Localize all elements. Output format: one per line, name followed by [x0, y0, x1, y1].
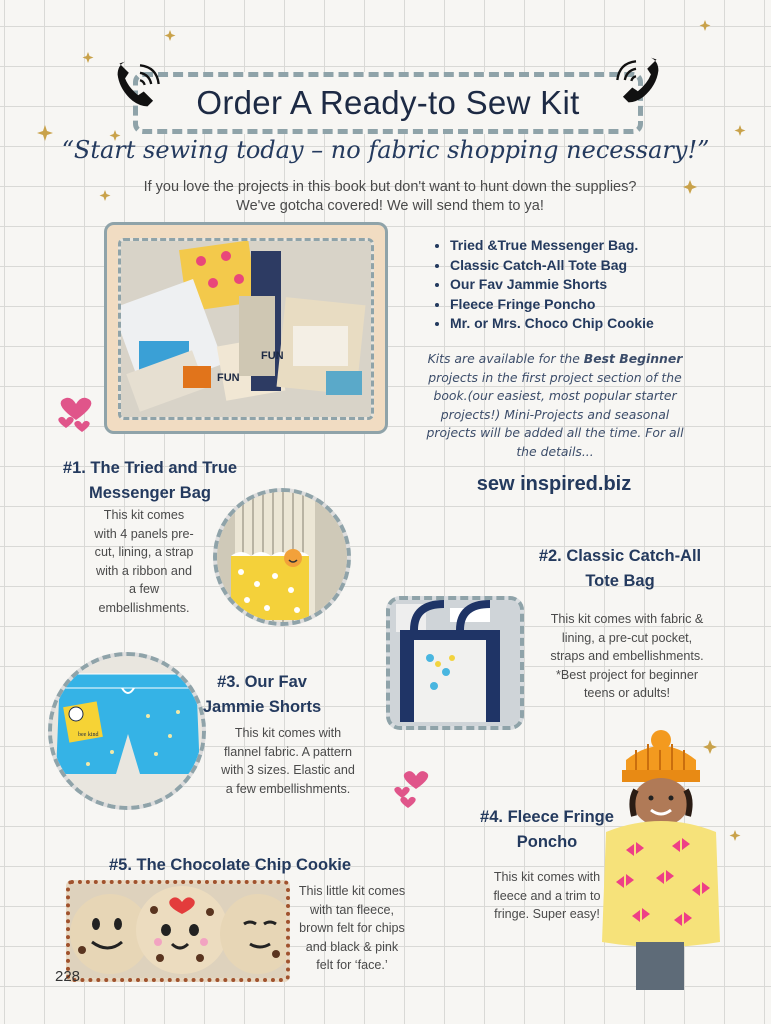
cookie-photo: [66, 880, 290, 982]
desc-line: This kit comes with fabric &: [550, 612, 704, 626]
title-banner: [133, 72, 643, 134]
list-item: • Fleece Fringe Poncho: [450, 295, 654, 315]
hearts-icon: [392, 768, 432, 814]
website-link[interactable]: sew inspired.biz: [476, 473, 632, 495]
kit-title-line: Tote Bag: [585, 572, 655, 590]
desc-line: with tan fleece,: [309, 902, 394, 917]
kits-note-suffix: projects in the first project section of the book.(our easiest, most popular starter projects!) Mini-Projects and seasonal projects will be added all the time. For all the details...: [426, 369, 684, 459]
list-item: • Classic Catch-All Tote Bag: [450, 256, 654, 276]
kit-5-title: [90, 853, 370, 878]
intro-line: If you love the projects in this book but don't want to hunt down the supplies?: [143, 179, 637, 195]
desc-line: brown felt for chips: [299, 921, 405, 935]
kits-note: [418, 350, 692, 461]
kit-3-description: [208, 724, 368, 798]
sparkle-icon: [735, 125, 746, 136]
kit-title-line: #5. The Chocolate Chip Cookie: [108, 856, 352, 874]
kit-title-line: Poncho: [516, 833, 578, 851]
kit-title-line: #3. Our Fav: [217, 673, 307, 691]
desc-line: This kit comes: [103, 508, 185, 522]
hero-photo: [118, 238, 374, 420]
desc-line: and black & pink: [305, 939, 399, 954]
poncho-child-photo: [596, 730, 726, 990]
page-title: Order A Ready-to Sew Kit: [196, 84, 580, 121]
tagline: “Start sewing today – no fabric shopping necessary!”: [61, 136, 710, 164]
kit-3-title: [202, 670, 322, 720]
desc-line: This kit comes with: [234, 726, 342, 740]
desc-line: a few: [128, 582, 160, 596]
desc-line: with a ribbon and: [96, 563, 192, 578]
list-item: • Tried &True Messenger Bag.: [450, 236, 654, 256]
package-label: FUN: [217, 372, 240, 384]
kit-title-line: Jammie Shorts: [202, 698, 322, 716]
kit-title-line: Messenger Bag: [89, 484, 211, 502]
kit-packages-illustration: [121, 241, 371, 417]
desc-line: embellishments.: [98, 600, 190, 615]
kit-1-description: [74, 506, 214, 617]
kits-note-bold: Best Beginner: [583, 351, 683, 366]
kit-5-description: [284, 882, 420, 975]
desc-line: fleece and a trim to: [493, 888, 601, 903]
messenger-bag-photo: [213, 488, 351, 626]
sparkle-icon: [730, 830, 741, 841]
kit-title-line: #4. Fleece Fringe: [480, 808, 614, 826]
list-item: • Our Fav Jammie Shorts: [450, 275, 654, 295]
list-item: • Mr. or Mrs. Choco Chip Cookie: [450, 314, 654, 334]
intro-line: We've gotcha covered! We will send them to ya!: [236, 198, 544, 214]
sparkle-icon: [683, 180, 697, 194]
desc-line: a few embellishments.: [225, 781, 351, 796]
desc-line: with 3 sizes. Elastic and: [221, 763, 355, 777]
shorts-label: bee kind: [78, 732, 99, 738]
kit-2-title: [520, 544, 720, 594]
desc-line: straps and embellishments.: [550, 649, 704, 663]
kit-list: [432, 236, 654, 334]
desc-line: *Best project for beginner: [555, 667, 699, 682]
desc-line: fringe. Super easy!: [494, 907, 600, 921]
hearts-icon: [56, 390, 96, 440]
sparkle-icon: [700, 20, 711, 31]
intro-text: [100, 178, 680, 216]
tote-bag-photo: [386, 596, 524, 730]
jammie-shorts-photo: [48, 652, 206, 810]
desc-line: This kit comes with: [493, 870, 601, 884]
desc-line: This little kit comes: [298, 884, 406, 898]
desc-line: lining, a pre-cut pocket,: [561, 630, 693, 645]
desc-line: flannel fabric. A pattern: [223, 744, 353, 759]
package-label: FUN: [261, 350, 284, 362]
kits-note-prefix: Kits are available for the: [427, 351, 584, 366]
sparkle-icon: [83, 52, 94, 63]
kit-1-title: [40, 456, 260, 506]
phone-icon: [608, 52, 664, 108]
desc-line: felt for ‘face.’: [316, 958, 388, 972]
kit-title-line: #1. The Tried and True: [62, 459, 238, 477]
kit-title-line: #2. Classic Catch-All: [538, 547, 702, 565]
kit-2-description: [522, 610, 732, 703]
desc-line: teens or adults!: [583, 686, 671, 700]
desc-line: with 4 panels pre-: [94, 526, 194, 541]
page-number: 228: [55, 968, 81, 985]
desc-line: cut, lining, a strap: [94, 545, 194, 559]
sparkle-icon: [165, 30, 176, 41]
phone-icon: [112, 56, 168, 112]
